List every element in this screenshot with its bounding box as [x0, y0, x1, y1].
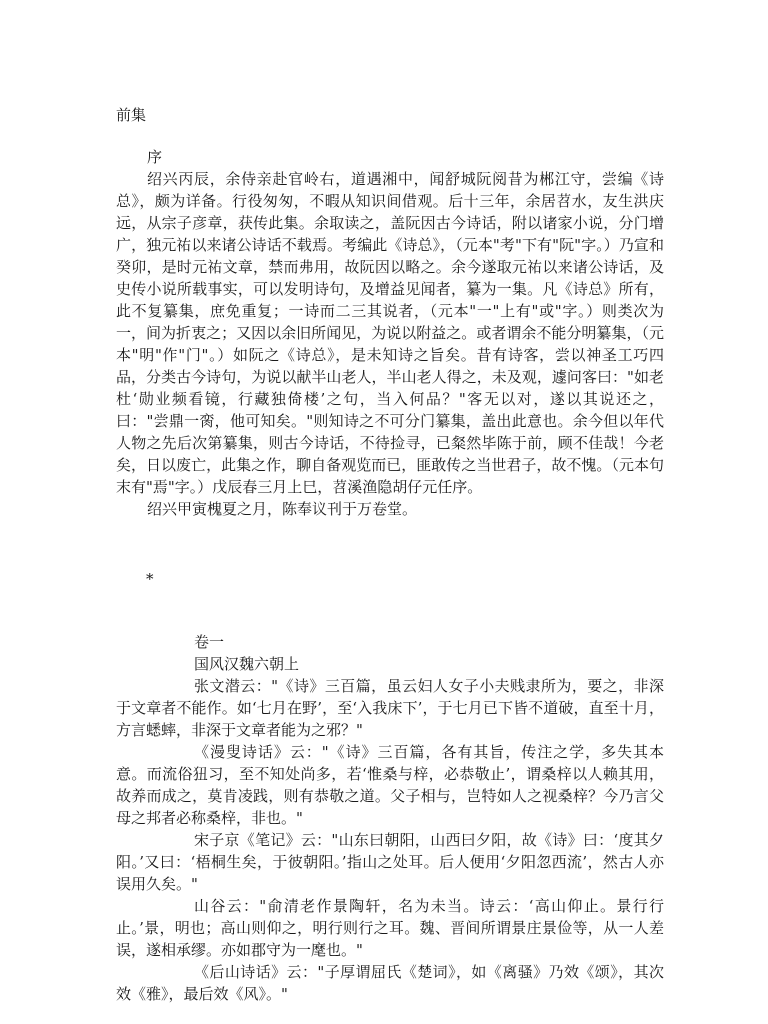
chapter-subtitle: 国风汉魏六朝上 [194, 655, 300, 673]
chapter-paragraph: 张文潜云："《诗》三百篇，虽云妇人女子小夫贱隶所为，要之，非深于文章者不能作。如‘七月在野’，至‘入我床下’，于七月已下皆不道破，直至十月，方言蟋蟀，非深于文章者能为之邪？" [116, 677, 664, 739]
chapter-paragraph: 宋子京《笔记》云："山东曰朝阳，山西曰夕阳，故《诗》曰：‘度其夕阳。’又曰：‘梧桐生矣，于彼朝阳。’指山之处耳。后人便用‘夕阳忽西流’，然古人亦误用久矣。" [116, 831, 664, 893]
chapter-paragraph: 《后山诗话》云："子厚谓屈氏《楚词》，如《离骚》乃效《颂》，其次效《雅》，最后效《风》。" [116, 963, 664, 1003]
preface-paragraph: 绍兴甲寅槐夏之月，陈奉议刊于万卷堂。 [147, 500, 418, 518]
section-separator: * [146, 570, 154, 588]
preface-paragraph: 绍兴丙辰，余侍亲赴官岭右，道遇湘中，闻舒城阮阅昔为郴江守，尝编《诗总》，颇为详备。行役匆匆，不暇从知识间借观。后十三年，余居苕水，友生洪庆远，从宗子彦章，获传此集。余取读之，盖阮因古今诗话，附以诸家小说，分门增广，独元祐以来诸公诗话不载焉。考编此《诗总》，（元本"考"下有"阮"字。）乃宣和癸卯，是时元祐文章，禁而弗用，故阮因以略之。余今遂取元祐以来诸公诗话，及史传小说所载事实，可以发明诗句，及增益见闻者，纂为一集。凡《诗总》所有，此不复纂集，庶免重复；一诗而二三其说者，（元本"一"上有"或"字。）则类次为一，间为折衷之；又因以余旧所闻见，为说以附益之。或者谓余不能分明纂集，（元本"明"作"门"。）如阮之《诗总》，是未知诗之旨矣。昔有诗客，尝以神圣工巧四品，分类古今诗句，为说以献半山老人，半山老人得之，未及观，遽问客曰："如老杜‘勋业频看镜，行藏独倚楼’之句，当入何品？"客无以对，遂以其说还之，曰："尝鼎一脔，他可知矣。"则知诗之不可分门纂集，盖出此意也。余今但以年代人物之先后次第纂集，则古今诗话，不待捡寻，已粲然毕陈于前，顾不佳哉！今老矣，日以废亡，此集之作，聊自备观览而已，匪敢传之当世君子，故不愧。（元本句末有"焉"字。）戊辰春三月上巳，苕溪渔隐胡仔元任序。 [116, 170, 664, 496]
preface-section [116, 146, 664, 520]
chapter-title: 卷一 [194, 633, 225, 651]
section-heading: 前集 [116, 106, 147, 124]
chapter-section [116, 631, 664, 1005]
preface-title: 序 [147, 148, 163, 166]
chapter-paragraph: 山谷云："俞清老作景陶轩，名为未当。诗云：‘高山仰止。景行行止。’景，明也；高山则仰之，明行则行之耳。魏、晋间所谓景庄景俭等，从一人差误，遂相承缪。亦如郡守为一麾也。" [116, 897, 664, 959]
chapter-paragraph: 《漫叟诗话》云："《诗》三百篇，各有其旨，传注之学，多失其本意。而流俗狃习，至不知处尚多，若‘惟桑与梓，必恭敬止’，谓桑梓以人赖其用，故养而成之，莫肯凌践，则有恭敬之道。父子相与，岂特如人之视桑梓？今乃言父母之邦者必称桑梓，非也。" [116, 743, 664, 827]
